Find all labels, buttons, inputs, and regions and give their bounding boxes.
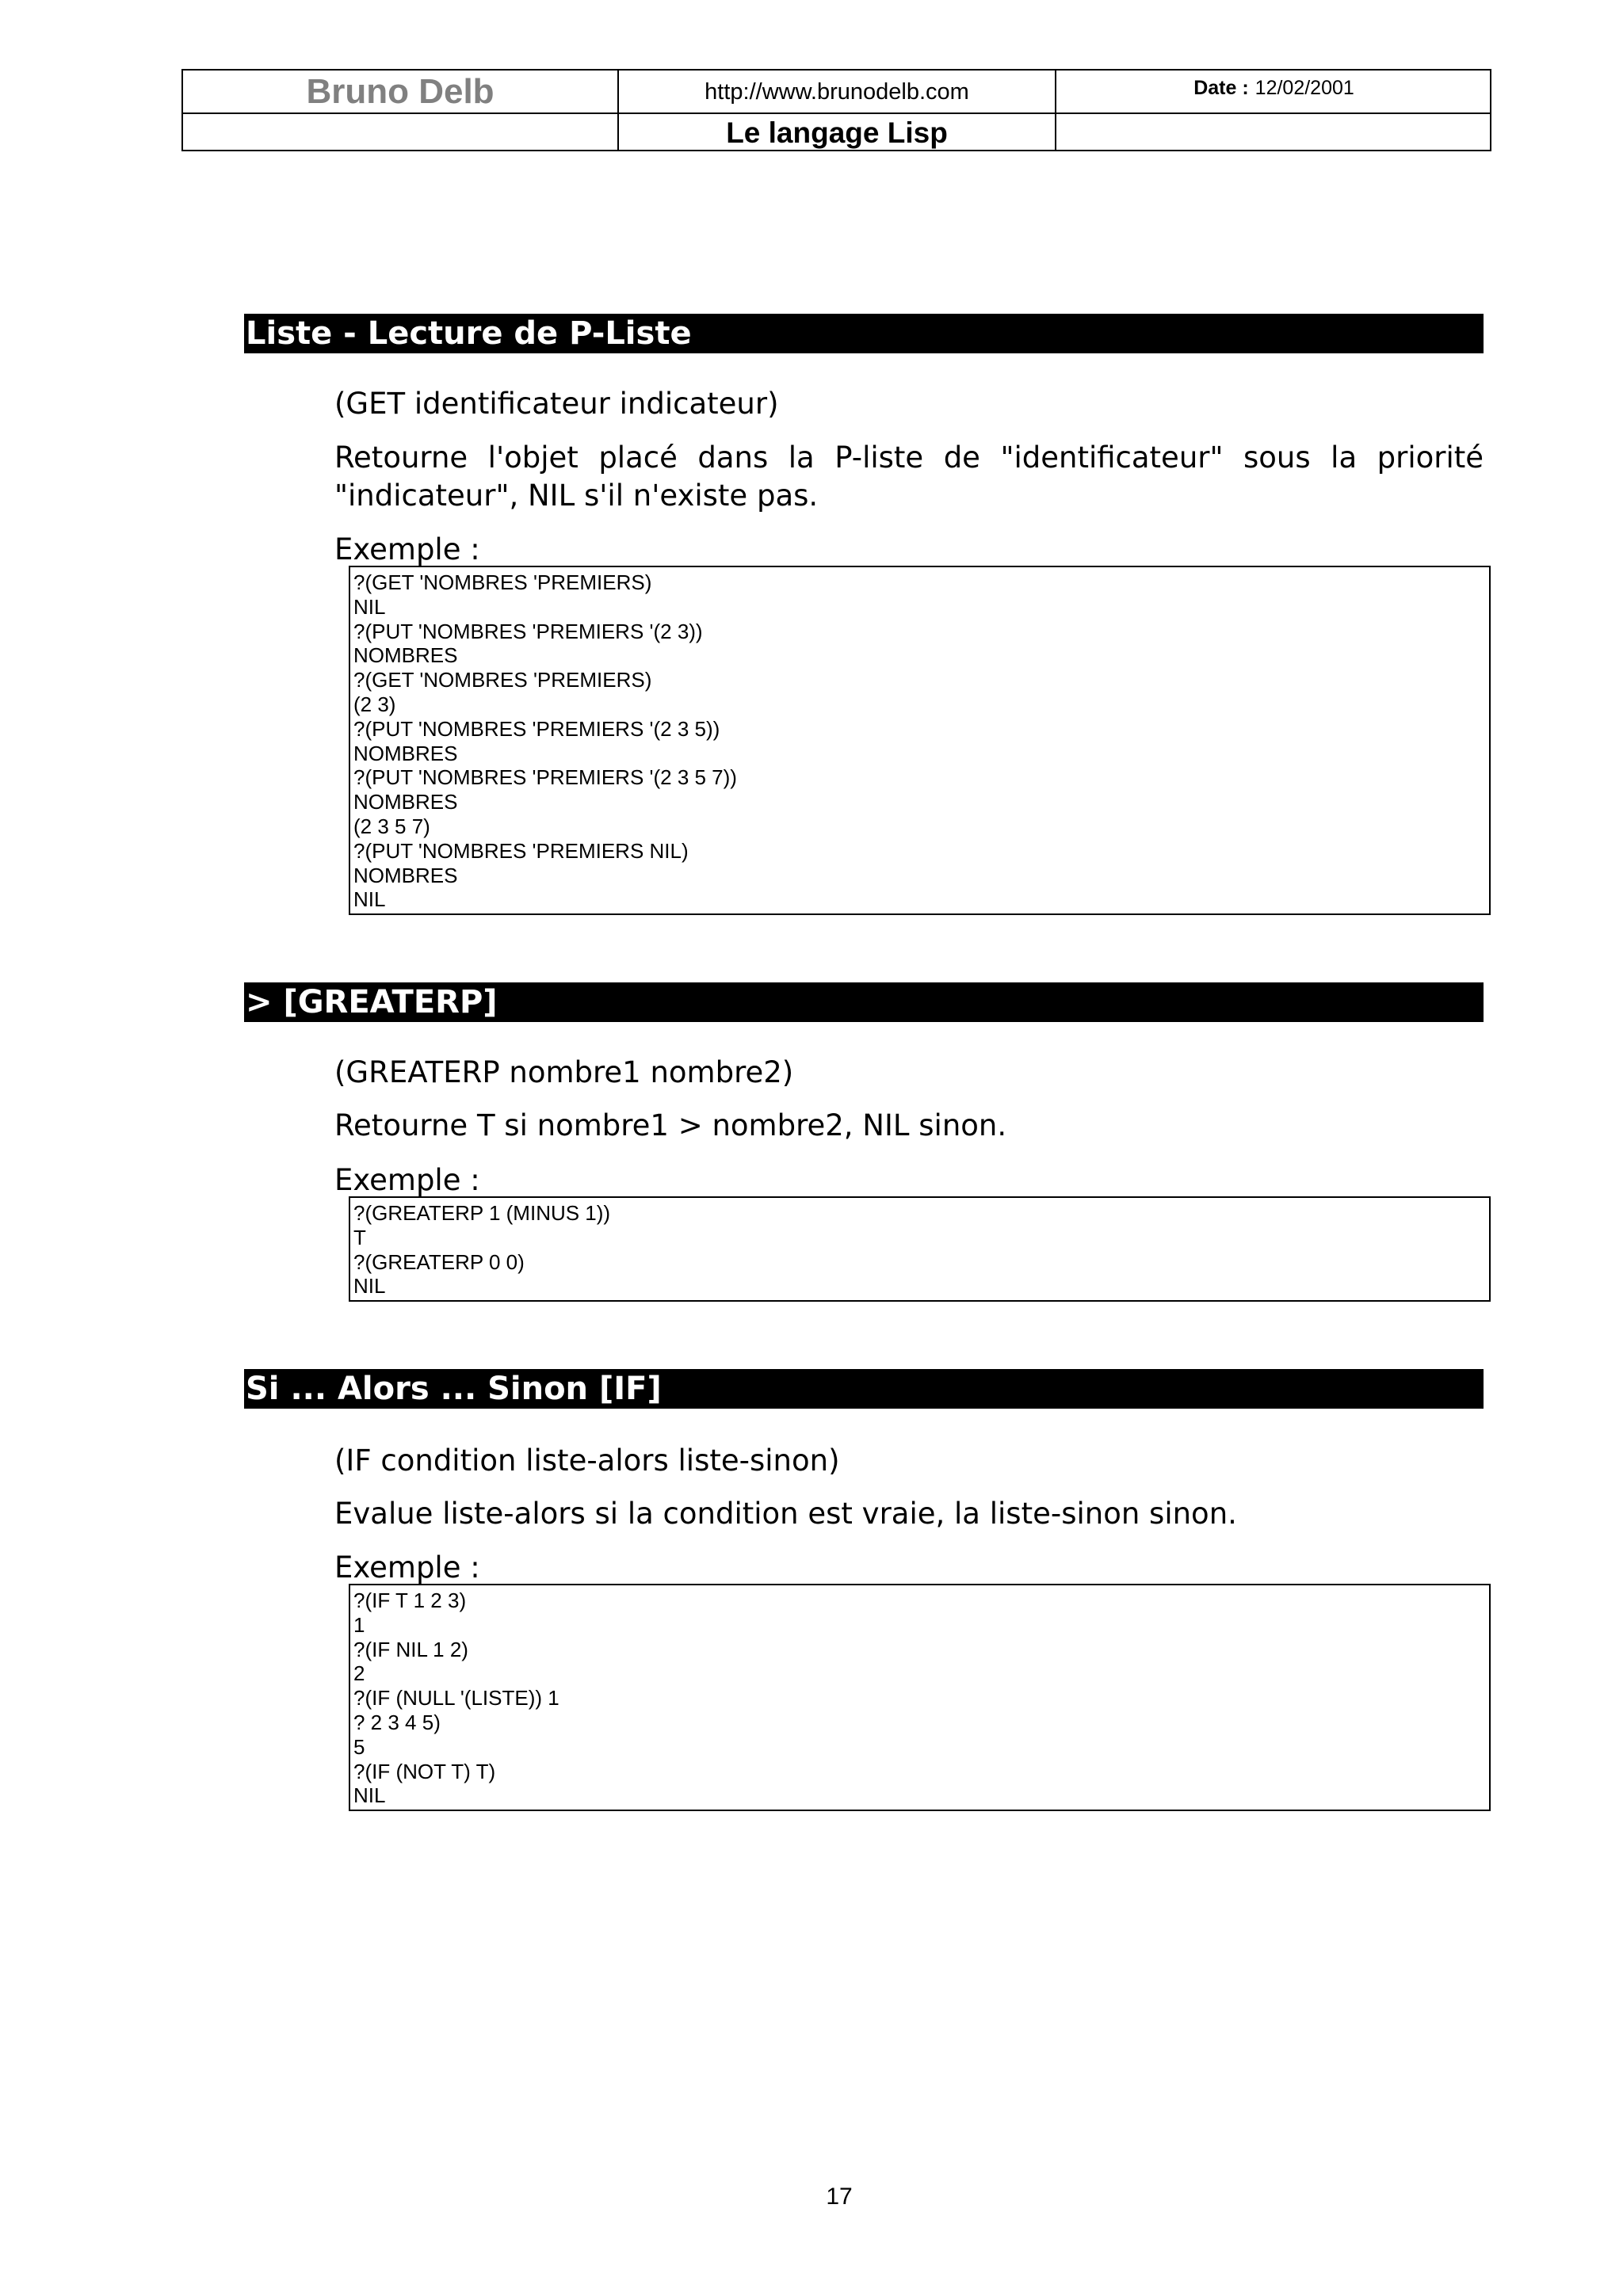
- website-url: http://www.brunodelb.com: [705, 78, 969, 105]
- code-line: ?(PUT 'NOMBRES 'PREMIERS '(2 3 5 7)): [353, 765, 737, 790]
- example-label: Exemple :: [334, 532, 480, 566]
- code-example: [349, 1196, 1491, 1302]
- author-name: Bruno Delb: [306, 72, 495, 111]
- code-line: NOMBRES: [353, 863, 458, 887]
- code-line: ?(PUT 'NOMBRES 'PREMIERS '(2 3 5)): [353, 716, 720, 741]
- function-description: Retourne l'objet placé dans la P-liste de "identificateur" sous la priorité "indicateur", NIL s'il n'existe pas.: [334, 441, 1484, 513]
- code-line: ?(PUT 'NOMBRES 'PREMIERS '(2 3)): [353, 619, 703, 643]
- code-example: [349, 1584, 1491, 1811]
- code-line: ?(IF (NOT T) T): [353, 1759, 496, 1783]
- code-line: NOMBRES: [353, 741, 458, 765]
- date-label: Date :: [1193, 76, 1249, 99]
- document-title: Le langage Lisp: [726, 116, 948, 149]
- section-title: Si ... Alors ... Sinon [IF]: [244, 1369, 1484, 1409]
- section-title: > [GREATERP]: [244, 982, 1484, 1022]
- code-line: 5: [353, 1734, 365, 1759]
- function-syntax: (GREATERP nombre1 nombre2): [334, 1055, 794, 1089]
- code-line: NIL: [353, 887, 386, 912]
- code-line: ?(GET 'NOMBRES 'PREMIERS): [353, 668, 652, 692]
- code-line: NOMBRES: [353, 790, 458, 814]
- function-description: Retourne T si nombre1 > nombre2, NIL sinon.: [334, 1108, 1007, 1142]
- function-syntax: (GET identificateur indicateur): [334, 387, 779, 421]
- function-syntax: (IF condition liste-alors liste-sinon): [334, 1444, 840, 1478]
- code-line: NIL: [353, 1783, 386, 1808]
- code-line: ?(GREATERP 0 0): [353, 1249, 525, 1274]
- code-line: 2: [353, 1661, 365, 1686]
- code-line: NOMBRES: [353, 643, 458, 668]
- section-title: Liste - Lecture de P-Liste: [244, 314, 1484, 353]
- example-label: Exemple :: [334, 1163, 480, 1197]
- code-line: T: [353, 1225, 366, 1249]
- code-line: ?(IF T 1 2 3): [353, 1589, 467, 1612]
- example-label: Exemple :: [334, 1550, 480, 1585]
- code-line: ?(GET 'NOMBRES 'PREMIERS): [353, 570, 652, 594]
- code-line: NIL: [353, 1274, 386, 1299]
- code-line: ? 2 3 4 5): [353, 1710, 441, 1734]
- code-line: NIL: [353, 594, 386, 619]
- code-line: ?(IF NIL 1 2): [353, 1637, 468, 1661]
- date-value: 12/02/2001: [1254, 76, 1354, 99]
- code-line: ?(GREATERP 1 (MINUS 1)): [353, 1201, 611, 1225]
- code-line: 1: [353, 1612, 365, 1637]
- date-field: [1056, 72, 1491, 104]
- code-line: ?(PUT 'NOMBRES 'PREMIERS NIL): [353, 838, 689, 863]
- function-description: Evalue liste-alors si la condition est vraie, la liste-sinon sinon.: [334, 1497, 1237, 1531]
- code-line: ?(IF (NULL '(LISTE)) 1: [353, 1686, 559, 1711]
- page-number: 17: [826, 2183, 853, 2210]
- page-header: [181, 69, 1491, 151]
- code-example: [349, 566, 1491, 915]
- code-line: (2 3 5 7): [353, 814, 430, 838]
- code-line: (2 3): [353, 692, 396, 716]
